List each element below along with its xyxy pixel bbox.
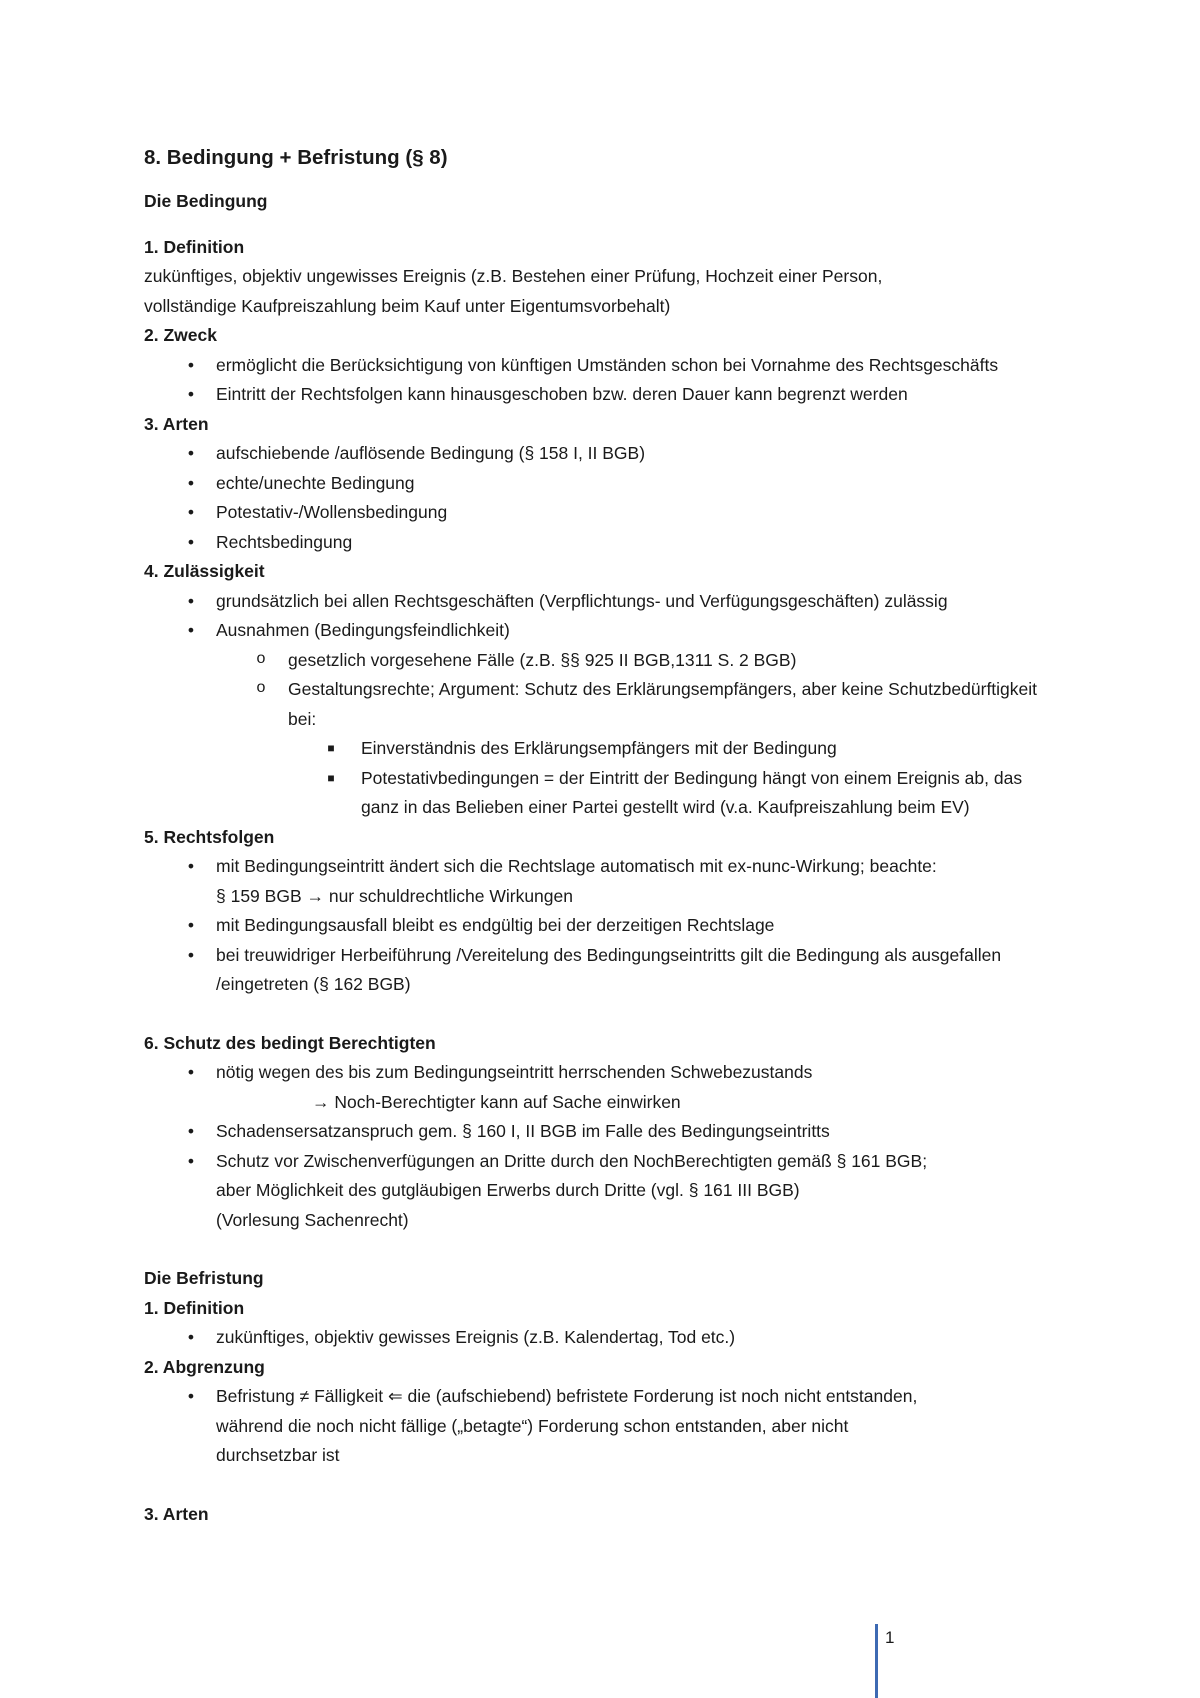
schutz-heading: 6. Schutz des bedingt Berechtigten xyxy=(144,1032,436,1053)
section-heading-bedingung: Die Bedingung xyxy=(144,191,268,211)
bullet-icon: • xyxy=(187,531,195,552)
arten-heading: 3. Arten xyxy=(144,413,209,434)
list-item: • Potestativ-/Wollensbedingung xyxy=(144,498,1064,528)
list-item: • echte/unechte Bedingung xyxy=(144,469,1064,499)
list-item: • aufschiebende /auflösende Bedingung (§ 158 I, II BGB) xyxy=(144,439,1064,469)
zweck-heading: 2. Zweck xyxy=(144,325,217,345)
list-item: • mit Bedingungseintritt ändert sich die Rechtslage automatisch mit ex-nunc-Wirkung; beachte: § 159 BGB → nur schuldrechtliche Wirkungen xyxy=(144,852,1064,911)
abgrenzung-list xyxy=(144,1382,1064,1471)
bullet-icon: • xyxy=(187,354,195,375)
circle-bullet-icon: o xyxy=(256,679,266,696)
footer-accent-line xyxy=(875,1624,878,1698)
list-item: • Schutz vor Zwischenverfügungen an Dritte durch den NochBerechtigten gemäß § 161 BGB; aber Möglichkeit des gutgläubigen Erwerbs durch Dritte (vgl. § 161 III BGB) (Vorlesung Sachenrecht) xyxy=(144,1147,1064,1236)
sub-list-item: o gesetzlich vorgesehene Fälle (z.B. §§ 925 II BGB,1311 S. 2 BGB) xyxy=(144,646,1064,676)
rechtsfolgen-list xyxy=(144,852,1064,1000)
bullet-icon: • xyxy=(187,502,195,522)
bullet-icon: • xyxy=(187,944,195,965)
befristung-arten-heading: 3. Arten xyxy=(144,1503,209,1524)
list-item: • grundsätzlich bei allen Rechtsgeschäften (Verpflichtungs- und Verfügungsgeschäften) zulässig xyxy=(144,587,1064,617)
spacer xyxy=(144,1235,1064,1264)
list-item: • bei treuwidriger Herbeiführung /Vereitelung des Bedingungseintritts gilt die Bedingung als ausgefallen /eingetreten (§ 162 BGB) xyxy=(144,941,1064,1000)
rechtsfolgen-heading: 5. Rechtsfolgen xyxy=(144,826,275,847)
definition-text-line: zukünftiges, objektiv ungewisses Ereignis (z.B. Bestehen einer Prüfung, Hochzeit einer Person, xyxy=(144,266,883,286)
bullet-icon: • xyxy=(187,472,195,493)
bullet-icon: • xyxy=(187,1150,195,1171)
list-item: • zukünftiges, objektiv gewisses Ereignis (z.B. Kalendertag, Tod etc.) xyxy=(144,1323,1064,1353)
bullet-icon: • xyxy=(187,384,195,404)
document-content xyxy=(144,143,1064,1529)
list-item: • Befristung ≠ Fälligkeit ⇐ die (aufschiebend) befristete Forderung ist noch nicht entstanden, während die noch nicht fällige („betagte“) Forderung schon entstanden, aber nicht durchsetzbar ist xyxy=(144,1382,1064,1471)
arten-list xyxy=(144,439,1064,557)
sub-sub-list-item: ■ Einverständnis des Erklärungsempfängers mit der Bedingung xyxy=(144,734,1064,764)
list-item: • Rechtsbedingung xyxy=(144,528,1064,558)
circle-bullet-icon: o xyxy=(256,649,266,667)
spacer xyxy=(144,1471,1064,1500)
befristung-definition-list xyxy=(144,1323,1064,1353)
arrow-note: → Noch-Berechtigter kann auf Sache einwirken xyxy=(312,1091,681,1112)
list-item: • Ausnahmen (Bedingungsfeindlichkeit) xyxy=(144,616,1064,646)
bullet-icon: • xyxy=(187,915,195,935)
bullet-icon: • xyxy=(187,856,195,876)
spacer xyxy=(144,1000,1064,1029)
sub-list-item: o Gestaltungsrechte; Argument: Schutz des Erklärungsempfängers, aber keine Schutzbedürftigkeit bei: xyxy=(144,675,1064,734)
square-bullet-icon: ■ xyxy=(327,741,335,755)
list-item: • ermöglicht die Berücksichtigung von künftigen Umständen schon bei Vornahme des Rechtsgeschäfts xyxy=(144,351,1064,381)
schutz-list xyxy=(144,1058,1064,1235)
definition-heading: 1. Definition xyxy=(144,236,245,257)
bullet-icon: • xyxy=(187,1327,195,1347)
bullet-icon: • xyxy=(187,443,195,463)
square-bullet-icon: ■ xyxy=(327,770,335,785)
page-number: 1 xyxy=(885,1628,895,1647)
bullet-icon: • xyxy=(187,590,195,611)
sub-sub-list-item: ■ Potestativbedingungen = der Eintritt der Bedingung hängt von einem Ereignis ab, das ganz in das Belieben einer Partei gestellt wird (v.a. Kaufpreiszahlung beim EV) xyxy=(144,764,1064,823)
bullet-icon: • xyxy=(187,1386,195,1406)
befristung-definition-heading: 1. Definition xyxy=(144,1297,245,1318)
list-item: • Eintritt der Rechtsfolgen kann hinausgeschoben bzw. deren Dauer kann begrenzt werden xyxy=(144,380,1064,410)
list-item: • Schadensersatzanspruch gem. § 160 I, II BGB im Falle des Bedingungseintritts xyxy=(144,1117,1064,1147)
bullet-icon: • xyxy=(187,1062,195,1082)
bullet-icon: • xyxy=(187,1121,195,1141)
bullet-icon: • xyxy=(187,620,195,640)
page-title: 8. Bedingung + Befristung (§ 8) xyxy=(144,146,448,169)
section-heading-befristung: Die Befristung xyxy=(144,1268,264,1288)
abgrenzung-heading: 2. Abgrenzung xyxy=(144,1356,265,1377)
zulaessigkeit-heading: 4. Zulässigkeit xyxy=(144,561,265,581)
list-item: • nötig wegen des bis zum Bedingungseintritt herrschenden Schwebezustands xyxy=(144,1058,1064,1088)
list-item: • mit Bedingungsausfall bleibt es endgültig bei der derzeitigen Rechtslage xyxy=(144,911,1064,941)
zweck-list xyxy=(144,351,1064,410)
zulaessigkeit-list xyxy=(144,587,1064,823)
definition-text-line: vollständige Kaufpreiszahlung beim Kauf unter Eigentumsvorbehalt) xyxy=(144,295,671,316)
